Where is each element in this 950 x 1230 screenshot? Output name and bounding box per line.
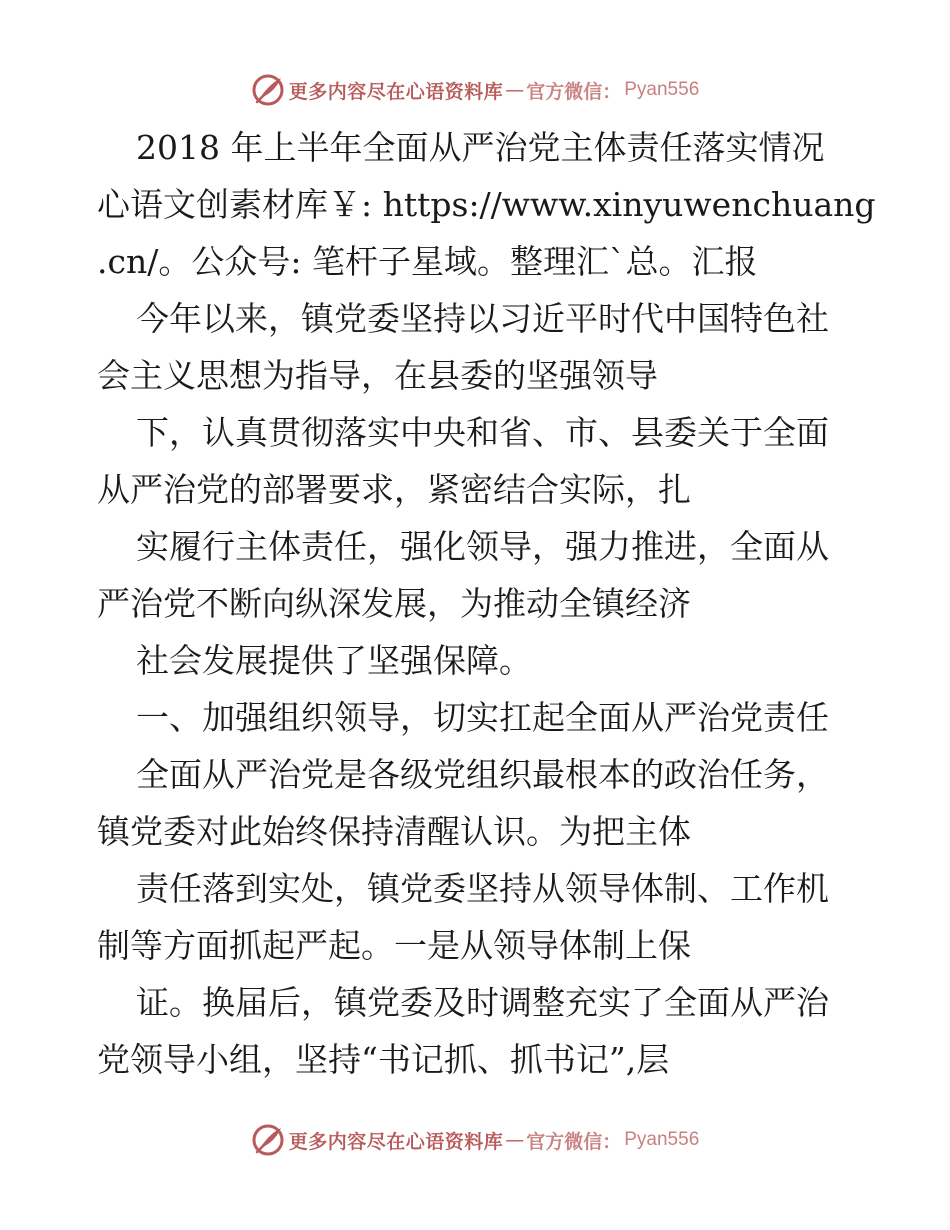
watermark-banner-bottom xyxy=(0,1120,950,1160)
document-title: 2018 年上半年全面从严治党主体责任落实情况 xyxy=(136,128,825,167)
document-line: 制等方面抓起严起。一是从领导体制上保 xyxy=(97,926,691,965)
section-heading: 一、加强组织领导，切实扛起全面从严治党责任 xyxy=(136,698,829,737)
document-line: 实履行主体责任，强化领导，强力推进，全面从 xyxy=(136,527,829,566)
watermark-official-label: 官方微信： xyxy=(526,1130,622,1153)
feather-quill-icon xyxy=(251,1123,285,1157)
watermark-wechat-id: Pyan556 xyxy=(624,79,700,100)
document-line: .cn/。公众号: 笔杆子星域。整理汇`总。汇报 xyxy=(97,242,758,281)
document-line: 证。换届后，镇党委及时调整充实了全面从严治 xyxy=(136,983,829,1022)
watermark-separator: — xyxy=(505,79,525,101)
feather-quill-icon xyxy=(251,73,285,107)
document-line: 责任落到实处，镇党委坚持从领导体制、工作机 xyxy=(136,869,829,908)
document-line: 从严治党的部署要求，紧密结合实际，扎 xyxy=(97,470,691,509)
watermark-brand: 更多内容尽在心语资料库 xyxy=(288,1130,504,1153)
document-line: 下，认真贯彻落实中央和省、市、县委关于全面 xyxy=(136,413,829,452)
document-line: 全面从严治党是各级党组织最根本的政治任务， xyxy=(136,755,829,794)
watermark-official-label: 官方微信： xyxy=(526,80,622,103)
document-line: 心语文创素材库￥: https://www.xinyuwenchuang xyxy=(97,185,876,224)
watermark-wechat-id: Pyan556 xyxy=(624,1129,700,1150)
document-line: 社会发展提供了坚强保障。 xyxy=(136,641,532,680)
document-line: 严治党不断向纵深发展，为推动全镇经济 xyxy=(97,584,691,623)
document-line: 党领导小组，坚持“书记抓、抓书记”,层 xyxy=(97,1040,670,1079)
document-line: 今年以来，镇党委坚持以习近平时代中国特色社 xyxy=(136,299,829,338)
watermark-brand: 更多内容尽在心语资料库 xyxy=(288,80,504,103)
document-line: 镇党委对此始终保持清醒认识。为把主体 xyxy=(97,812,691,851)
document-line: 会主义思想为指导，在县委的坚强领导 xyxy=(97,356,658,395)
watermark-banner-top xyxy=(0,70,950,110)
watermark-separator: — xyxy=(505,1129,525,1151)
